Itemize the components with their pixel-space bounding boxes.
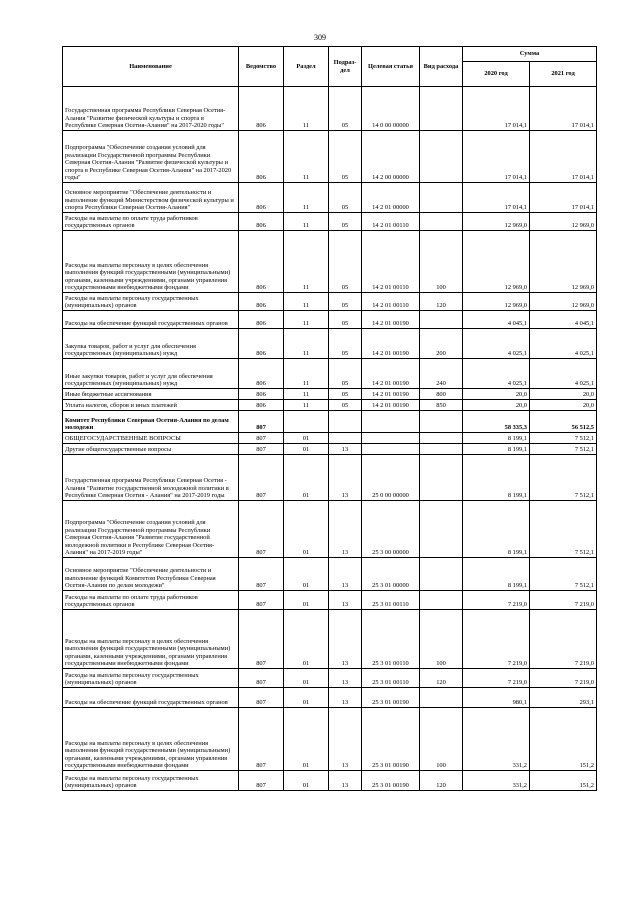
table-row (63, 329, 597, 359)
row-dept: 807 (239, 591, 284, 610)
row-2020: 8 199,1 (463, 433, 530, 444)
row-dept: 806 (239, 231, 284, 293)
row-subsection (329, 433, 362, 444)
row-name: Расходы на обеспечение функций государственных органов (63, 688, 239, 708)
row-name: Основное мероприятие "Обеспечение деятельности и выполнение функций Министерством физической культуры и спорта Республики Северная Осетия-Алания" (63, 183, 239, 213)
row-expense (420, 433, 463, 444)
table-row (63, 359, 597, 389)
row-name: Уплата налогов, сборов и иных платежей (63, 400, 239, 411)
row-dept: 806 (239, 359, 284, 389)
row-2021: 20,0 (530, 389, 597, 400)
table-row (63, 183, 597, 213)
row-2020: 331,2 (463, 708, 530, 771)
row-name: Иные бюджетные ассигнования (63, 389, 239, 400)
row-name: Расходы на выплаты по оплате труда работников государственных органов (63, 213, 239, 231)
row-target (362, 444, 420, 455)
row-2021: 7 219,0 (530, 669, 597, 688)
table-row (63, 708, 597, 771)
row-target: 14 2 01 00190 (362, 329, 420, 359)
row-expense (420, 444, 463, 455)
row-dept: 807 (239, 501, 284, 558)
row-2021: 20,0 (530, 400, 597, 411)
row-target: 25 3 01 00000 (362, 558, 420, 591)
row-2021: 293,1 (530, 688, 597, 708)
row-2021: 12 969,0 (530, 213, 597, 231)
row-section: 01 (284, 708, 329, 771)
row-section: 11 (284, 359, 329, 389)
row-section: 11 (284, 389, 329, 400)
row-name: Расходы на выплаты персоналу государственных (муниципальных) органов (63, 771, 239, 791)
row-2020: 4 025,1 (463, 359, 530, 389)
row-name: Расходы на выплаты персоналу в целях обеспечения выполнения функций государственными (муниципальными) органами, казенными учреждениями, органами управления государственными внебюджетными фондами (63, 231, 239, 293)
row-expense: 120 (420, 669, 463, 688)
row-name: Расходы на выплаты персоналу в целях обеспечения выполнения функций государственными (муниципальными) органами, казенными учреждениями, органами управления государственными внебюджетными фондами (63, 610, 239, 669)
row-section: 11 (284, 329, 329, 359)
row-target: 14 2 00 00000 (362, 131, 420, 183)
row-name: Закупка товаров, работ и услуг для обеспечения государственных (муниципальных) нужд (63, 329, 239, 359)
header-2021: 2021 год (530, 62, 597, 87)
row-subsection: 13 (329, 501, 362, 558)
row-target: 14 2 01 00190 (362, 311, 420, 329)
header-dept: Ведомство (239, 47, 284, 87)
row-2020: 58 335,3 (463, 411, 530, 433)
row-2020: 8 199,1 (463, 501, 530, 558)
row-subsection: 05 (329, 311, 362, 329)
budget-table (62, 46, 597, 791)
row-dept: 807 (239, 411, 284, 433)
row-section: 01 (284, 688, 329, 708)
row-subsection: 13 (329, 688, 362, 708)
row-subsection: 13 (329, 669, 362, 688)
row-name: Другие общегосударственные вопросы (63, 444, 239, 455)
row-2020: 980,1 (463, 688, 530, 708)
row-target: 14 2 01 00110 (362, 213, 420, 231)
row-subsection: 05 (329, 400, 362, 411)
row-subsection: 05 (329, 183, 362, 213)
row-2020: 12 969,0 (463, 293, 530, 311)
row-expense (420, 183, 463, 213)
row-name: Государственная программа Республики Северная Осетия-Алания "Развитие физической культуры и спорта в Республике Северная Осетия-Алания" на 2017-2020 годы" (63, 87, 239, 131)
row-section: 11 (284, 87, 329, 131)
row-expense (420, 501, 463, 558)
row-2021: 4 025,1 (530, 359, 597, 389)
row-expense: 200 (420, 329, 463, 359)
row-2021: 7 512,1 (530, 558, 597, 591)
row-2021: 7 512,1 (530, 501, 597, 558)
row-dept: 806 (239, 213, 284, 231)
row-2021: 7 512,1 (530, 444, 597, 455)
row-dept: 807 (239, 455, 284, 501)
row-2021: 7 512,1 (530, 455, 597, 501)
row-dept: 807 (239, 771, 284, 791)
row-expense: 240 (420, 359, 463, 389)
row-name: Расходы на выплаты персоналу государственных (муниципальных) органов (63, 293, 239, 311)
row-2020: 8 199,1 (463, 444, 530, 455)
row-name: Комитет Республики Северная Осетия-Алания по делам молодежи (63, 411, 239, 433)
table-row (63, 389, 597, 400)
header-sum: Сумма (463, 47, 597, 62)
table-row (63, 213, 597, 231)
row-section: 01 (284, 455, 329, 501)
row-dept: 807 (239, 433, 284, 444)
row-2020: 8 199,1 (463, 455, 530, 501)
row-expense: 100 (420, 231, 463, 293)
row-subsection: 05 (329, 359, 362, 389)
table-row (63, 311, 597, 329)
row-target: 14 0 00 00000 (362, 87, 420, 131)
row-subsection: 13 (329, 708, 362, 771)
row-target (362, 411, 420, 433)
row-2020: 12 969,0 (463, 231, 530, 293)
table-row (63, 411, 597, 433)
row-section: 01 (284, 771, 329, 791)
table-row (63, 87, 597, 131)
row-expense (420, 688, 463, 708)
row-subsection: 13 (329, 444, 362, 455)
row-name: Расходы на выплаты по оплате труда работников государственных органов (63, 591, 239, 610)
row-subsection: 05 (329, 389, 362, 400)
row-name: Основное мероприятие "Обеспечение деятельности и выполнение функций Комитетом Республики Северная Осетия-Алания по делам молодежи" (63, 558, 239, 591)
row-expense (420, 558, 463, 591)
row-expense: 120 (420, 293, 463, 311)
row-section: 01 (284, 433, 329, 444)
row-dept: 807 (239, 669, 284, 688)
row-2020: 12 969,0 (463, 213, 530, 231)
row-section: 01 (284, 444, 329, 455)
row-2020: 4 045,1 (463, 311, 530, 329)
table-row (63, 231, 597, 293)
row-dept: 807 (239, 610, 284, 669)
row-target: 14 2 01 00110 (362, 231, 420, 293)
row-section: 01 (284, 669, 329, 688)
row-section: 11 (284, 213, 329, 231)
row-subsection: 05 (329, 131, 362, 183)
row-2020: 331,2 (463, 771, 530, 791)
row-name: Расходы на обеспечение функций государственных органов (63, 311, 239, 329)
row-dept: 807 (239, 444, 284, 455)
row-2020: 20,0 (463, 389, 530, 400)
row-name: Иные закупки товаров, работ и услуг для обеспечения государственных (муниципальных) нужд (63, 359, 239, 389)
row-target: 25 0 00 00000 (362, 455, 420, 501)
row-name: Расходы на выплаты персоналу государственных (муниципальных) органов (63, 669, 239, 688)
row-section (284, 411, 329, 433)
row-target: 14 2 01 00190 (362, 389, 420, 400)
row-section: 01 (284, 558, 329, 591)
row-expense (420, 591, 463, 610)
row-expense (420, 455, 463, 501)
row-target: 25 3 01 00110 (362, 669, 420, 688)
header-subsection: Подраз-дел (329, 47, 362, 87)
row-section: 11 (284, 183, 329, 213)
row-subsection: 13 (329, 455, 362, 501)
table-row (63, 558, 597, 591)
row-2021: 12 969,0 (530, 231, 597, 293)
row-dept: 806 (239, 183, 284, 213)
row-2021: 17 014,1 (530, 131, 597, 183)
table-row (63, 669, 597, 688)
row-name: Подпрограмма "Обеспечение создания условий для реализации Государственной программы Республики Северная Осетия-Алания "Развитие физической культуры и спорта в Республике Северная Осетия-Алания" на 2017-2020 годы" (63, 131, 239, 183)
row-target (362, 433, 420, 444)
row-subsection: 05 (329, 293, 362, 311)
row-dept: 806 (239, 389, 284, 400)
row-expense: 100 (420, 708, 463, 771)
row-2021: 17 014,1 (530, 87, 597, 131)
row-2020: 7 219,0 (463, 591, 530, 610)
row-2021: 7 512,1 (530, 433, 597, 444)
row-section: 11 (284, 400, 329, 411)
row-2020: 7 219,0 (463, 669, 530, 688)
row-expense (420, 131, 463, 183)
row-dept: 806 (239, 87, 284, 131)
row-target: 25 3 01 00190 (362, 771, 420, 791)
header-section: Раздел (284, 47, 329, 87)
row-section: 01 (284, 591, 329, 610)
row-2020: 4 025,1 (463, 329, 530, 359)
row-name: Расходы на выплаты персоналу в целях обеспечения выполнения функций государственными (муниципальными) органами, казенными учреждениями, органами управления государственными внебюджетными фондами (63, 708, 239, 771)
row-target: 25 3 01 00190 (362, 708, 420, 771)
row-subsection: 05 (329, 87, 362, 131)
row-expense (420, 213, 463, 231)
header-2020: 2020 год (463, 62, 530, 87)
row-target: 14 2 01 00190 (362, 400, 420, 411)
header-name: Наименование (63, 47, 239, 87)
table-row (63, 400, 597, 411)
row-section: 11 (284, 293, 329, 311)
row-expense: 800 (420, 389, 463, 400)
table-row (63, 688, 597, 708)
table-row (63, 131, 597, 183)
row-section: 11 (284, 311, 329, 329)
row-dept: 806 (239, 400, 284, 411)
row-target: 14 2 01 00190 (362, 359, 420, 389)
row-2020: 20,0 (463, 400, 530, 411)
row-dept: 807 (239, 708, 284, 771)
row-2020: 17 014,1 (463, 131, 530, 183)
row-subsection: 13 (329, 610, 362, 669)
row-target: 14 2 01 00110 (362, 293, 420, 311)
row-target: 25 3 01 00110 (362, 591, 420, 610)
row-dept: 806 (239, 311, 284, 329)
row-expense: 850 (420, 400, 463, 411)
table-row (63, 501, 597, 558)
row-2021: 17 014,1 (530, 183, 597, 213)
table-row (63, 610, 597, 669)
row-2021: 56 512,5 (530, 411, 597, 433)
row-dept: 806 (239, 293, 284, 311)
row-subsection: 05 (329, 329, 362, 359)
row-name: Подпрограмма "Обеспечение создания условий для реализации Государственной программы Республики Северная Осетия-Алания "Развитие государственной молодежной политики в Республике Северная Осетия-Алания" на 2017-2019 годы" (63, 501, 239, 558)
header-target: Целевая статья (362, 47, 420, 87)
table-row (63, 293, 597, 311)
row-dept: 807 (239, 558, 284, 591)
row-2021: 151,2 (530, 771, 597, 791)
row-expense (420, 411, 463, 433)
row-section: 01 (284, 501, 329, 558)
row-2021: 7 219,0 (530, 591, 597, 610)
row-name: Государственная программа Республики Северная Осетия - Алания "Развитие государственной молодежной политики в Республике Северная Осетия - Алания" на 2017-2019 годы (63, 455, 239, 501)
row-2021: 4 025,1 (530, 329, 597, 359)
row-dept: 806 (239, 131, 284, 183)
table-row (63, 771, 597, 791)
table-row (63, 591, 597, 610)
row-2020: 8 199,1 (463, 558, 530, 591)
page-number: 309 (314, 33, 326, 42)
row-2020: 17 014,1 (463, 87, 530, 131)
row-expense: 100 (420, 610, 463, 669)
row-expense: 120 (420, 771, 463, 791)
row-subsection: 13 (329, 591, 362, 610)
table-body (63, 87, 597, 791)
row-subsection: 13 (329, 771, 362, 791)
row-2020: 17 014,1 (463, 183, 530, 213)
row-section: 11 (284, 231, 329, 293)
row-subsection: 05 (329, 213, 362, 231)
row-dept: 807 (239, 688, 284, 708)
row-section: 11 (284, 131, 329, 183)
row-dept: 806 (239, 329, 284, 359)
table-row (63, 455, 597, 501)
header-expense: Вид расхода (420, 47, 463, 87)
row-target: 25 3 00 00000 (362, 501, 420, 558)
row-2021: 4 045,1 (530, 311, 597, 329)
table-row (63, 444, 597, 455)
row-target: 14 2 01 00000 (362, 183, 420, 213)
row-expense (420, 87, 463, 131)
row-target: 25 3 01 00190 (362, 688, 420, 708)
row-target: 25 3 01 00110 (362, 610, 420, 669)
row-subsection (329, 411, 362, 433)
row-2021: 12 969,0 (530, 293, 597, 311)
table-row (63, 433, 597, 444)
row-expense (420, 311, 463, 329)
row-2021: 151,2 (530, 708, 597, 771)
row-2020: 7 219,0 (463, 610, 530, 669)
row-subsection: 05 (329, 231, 362, 293)
row-subsection: 13 (329, 558, 362, 591)
row-2021: 7 219,0 (530, 610, 597, 669)
row-section: 01 (284, 610, 329, 669)
row-name: ОБЩЕГОСУДАРСТВЕННЫЕ ВОПРОСЫ (63, 433, 239, 444)
